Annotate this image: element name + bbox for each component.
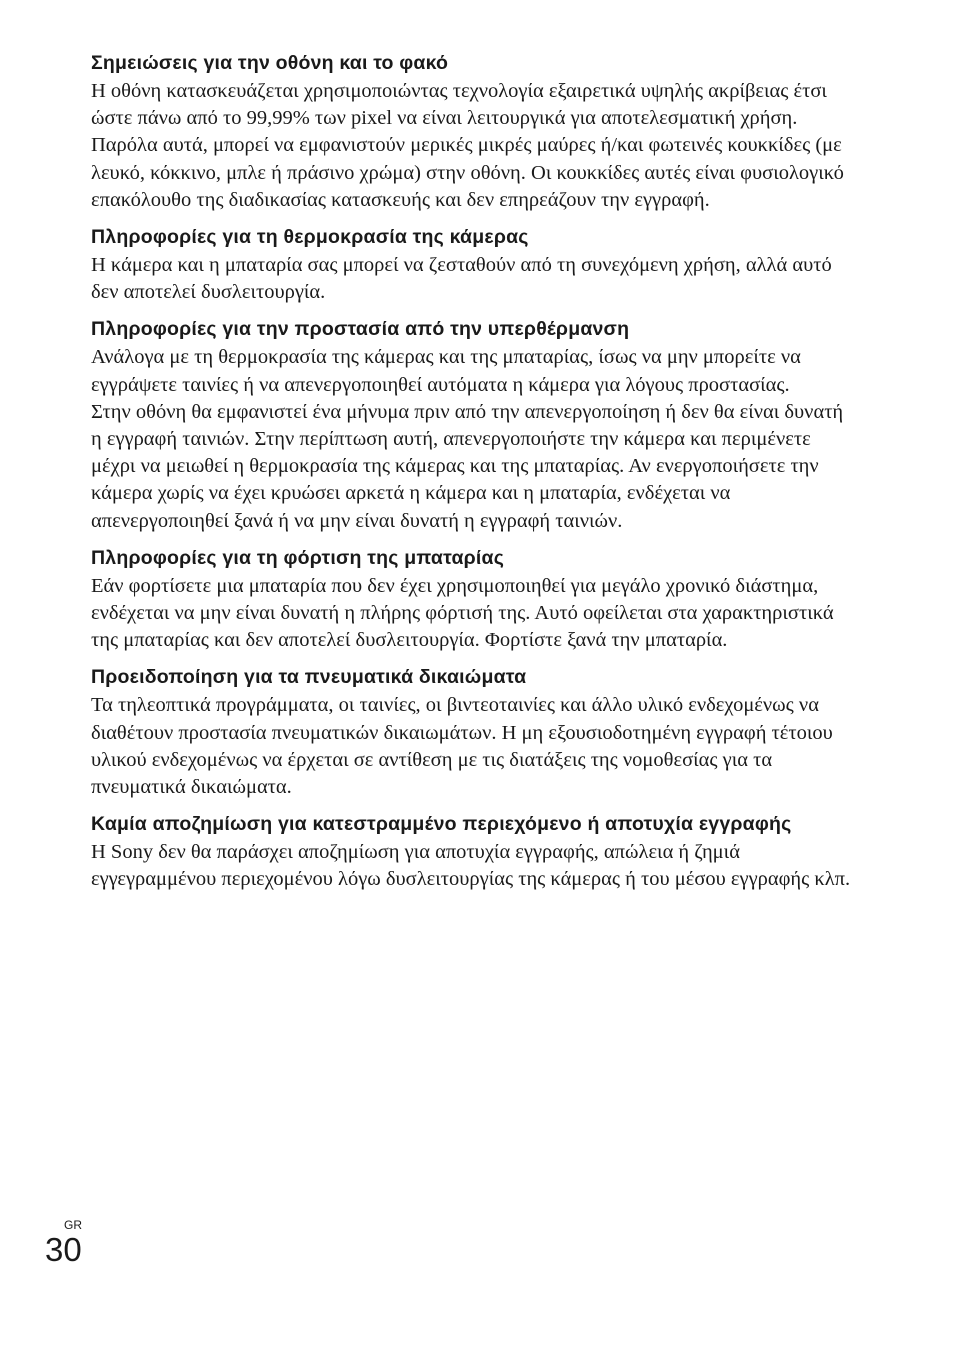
section-heading: Σημειώσεις για την οθόνη και το φακό: [91, 52, 449, 74]
section-paragraph: Ανάλογα με τη θερμοκρασία της κάμερας και της μπαταρίας, ίσως να μην μπορείτε να εγγράψετε ταινίες ή να απενεργοποιηθεί αυτόματα η κάμερα για λόγους προστασίας.: [91, 346, 801, 396]
section-battery-charging: [91, 545, 851, 655]
section-paragraph: Η οθόνη κατασκευάζεται χρησιμοποιώντας τεχνολογία εξαιρετικά υψηλής ακρίβειας έτσι ώστε πάνω από το 99,99% των pixel να είναι λειτουργικά για αποτελεσματική χρήση. Παρόλα αυτά, μπορεί να εμφανιστούν μερικές μικρές μαύρες ή/και φωτεινές κουκκίδες (με λευκό, κόκκινο, μπλε ή πράσινο χρώμα) στην οθόνη. Οι κουκκίδες αυτές είναι φυσιολογικό επακόλουθο της διαδικασίας κατασκευής και δεν επηρεάζουν την εγγραφή.: [91, 80, 844, 211]
section-overheat-protection: [91, 316, 851, 534]
section-heading: Πληροφορίες για την προστασία από την υπερθέρμανση: [91, 318, 630, 341]
section-heading: Καμία αποζημίωση για κατεστραμμένο περιεχόμενο ή αποτυχία εγγραφής: [91, 813, 792, 836]
section-heading: Προειδοποίηση για τα πνευματικά δικαιώματα: [91, 666, 527, 689]
section-heading: Πληροφορίες για τη φόρτιση της μπαταρίας: [91, 546, 505, 569]
section-paragraph: Τα τηλεοπτικά προγράμματα, οι ταινίες, οι βιντεοταινίες και άλλο υλικό ενδεχομένως να διαθέτουν προστασία πνευματικών δικαιωμάτων. Η μη εξουσιοδοτημένη εγγραφή τέτοιου υλικού ενδεχομένως να έρχεται σε αντίθεση με τις διατάξεις της νομοθεσίας για τα πνευματικά δικαιώματα.: [91, 694, 833, 799]
page-number: 30: [45, 1231, 82, 1268]
section-paragraph: Η Sony δεν θα παράσχει αποζημίωση για αποτυχία εγγραφής, απώλεια ή ζημιά εγγεγραμμένου περιεχομένου λόγω δυσλειτουργίας της κάμερας ή του μέσου εγγραφής κλπ.: [91, 841, 851, 891]
section-copyright-warning: [91, 664, 851, 801]
section-paragraph: Στην οθόνη θα εμφανιστεί ένα μήνυμα πριν από την απενεργοποίηση ή δεν θα είναι δυνατή η εγγραφή ταινιών. Στην περίπτωση αυτή, απενεργοποιήστε την κάμερα και περιμένετε μέχρι να μειωθεί η θερμοκρασία της κάμερας και της μπαταρίας. Αν ενεργοποιήσετε την κάμερα χωρίς να έχει κρυώσει αρκετά η κάμερα και η μπαταρία, ενδέχεται να απενεργοποιηθεί ξανά ή να μην είναι δυνατή η εγγραφή ταινιών.: [91, 400, 844, 532]
section-camera-temperature: [91, 224, 851, 306]
section-paragraph: Εάν φορτίσετε μια μπαταρία που δεν έχει χρησιμοποιηθεί για μεγάλο χρονικό διάστημα, ενδέχεται να μην είναι δυνατή η πλήρης φόρτισή της. Αυτό οφείλεται στα χαρακτηριστικά της μπαταρίας και δεν αποτελεί δυσλειτουργία. Φορτίστε ξανά την μπαταρία.: [91, 574, 834, 652]
page-content: [91, 50, 851, 904]
section-no-compensation: [91, 811, 851, 893]
section-heading: Πληροφορίες για τη θερμοκρασία της κάμερας: [91, 226, 529, 249]
region-code: GR: [64, 1218, 82, 1232]
page-footer: [45, 1218, 82, 1268]
section-paragraph: Η κάμερα και η μπαταρία σας μπορεί να ζεσταθούν από τη συνεχόμενη χρήση, αλλά αυτό δεν αποτελεί δυσλειτουργία.: [91, 254, 832, 304]
section-display-lens-notes: [91, 50, 851, 214]
